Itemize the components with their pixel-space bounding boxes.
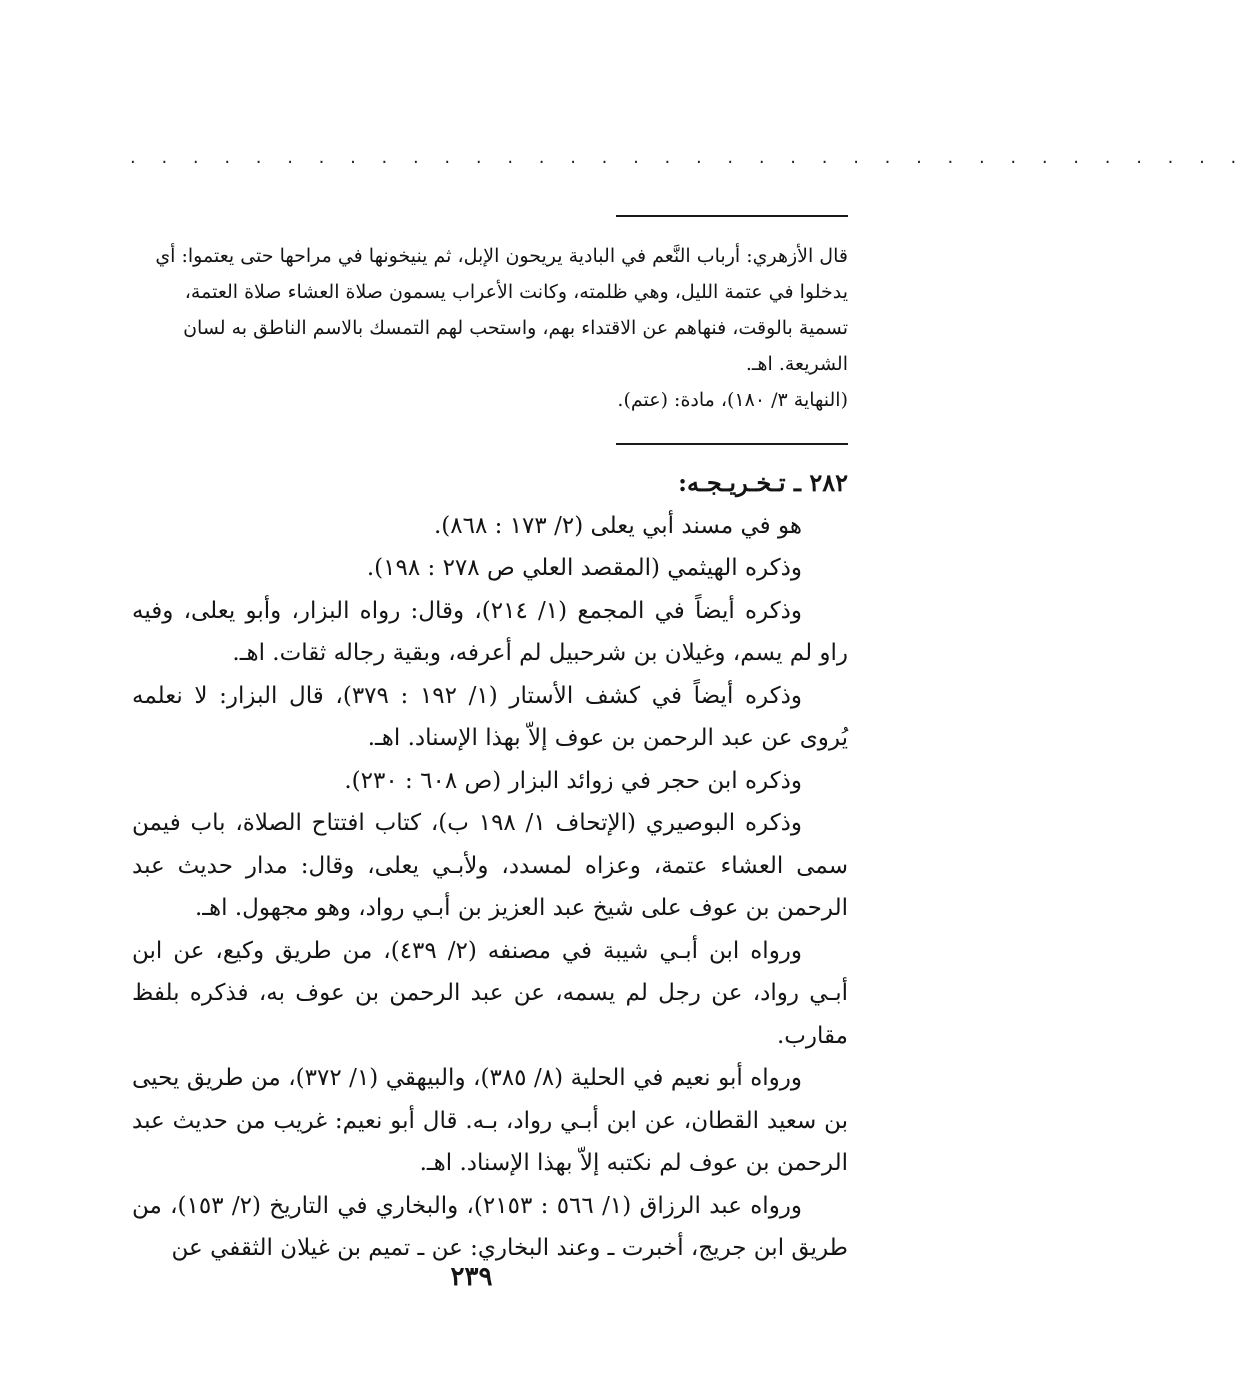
paragraph: وذكره الهيثمي (المقصد العلي ص ٢٧٨ : ١٩٨). bbox=[366, 555, 802, 581]
section-heading: ٢٨٢ ـ تـخـريـجـه: bbox=[678, 468, 848, 497]
section-rule bbox=[616, 443, 848, 445]
footnote-line: الشريعة. اهـ. bbox=[745, 353, 848, 375]
paragraph: وذكره أيضاً في المجمع (١/ ٢١٤)، وقال: رواه البزار، وأبو يعلى، وفيه راو لم يسم، وغيلان بن شرحبيل لم أعرفه، وبقية رجاله ثقات. اهـ. bbox=[132, 597, 848, 666]
footnote-line: يدخلوا في عتمة الليل، وهي ظلمته، وكانت الأعراب يسمون صلاة العشاء صلاة العتمة، bbox=[184, 281, 848, 303]
separator-dots: . . . . . . . . . . . . . . . . . . . . . . . . . . . . . . . . . . . . bbox=[130, 147, 1246, 168]
footnote-top-rule bbox=[616, 215, 848, 217]
paragraph: ورواه ابن أبـي شيبة في مصنفه (٢/ ٤٣٩)، من طريق وكيع، عن ابن أبـي رواد، عن رجل لم يسمه، عن عبد الرحمن بن عوف به، فذكره بلفظ مقارب. bbox=[132, 937, 848, 1049]
page-number: ٢٣٩ bbox=[450, 1262, 493, 1292]
footnote-block bbox=[132, 238, 848, 418]
footnote-line: قال الأزهري: أرباب النَّعم في البادية يريحون الإبل، ثم ينيخونها في مراحها حتى يعتموا: أي bbox=[155, 245, 848, 267]
footnote-line: تسمية بالوقت، فنهاهم عن الاقتداء بهم، واستحب لهم التمسك بالاسم الناطق به لسان bbox=[183, 317, 848, 339]
paragraph: ورواه عبد الرزاق (١/ ٥٦٦ : ٢١٥٣)، والبخاري في التاريخ (٢/ ١٥٣)، من طريق ابن جريج، أخبرت ـ وعند البخاري: عن ـ تميم بن غيلان الثقفي عن bbox=[132, 1192, 848, 1261]
paragraph: وذكره ابن حجر في زوائد البزار (ص ٦٠٨ : ٢٣٠). bbox=[344, 767, 802, 794]
footnote-reference: (النهاية ٣/ ١٨٠)، مادة: (عتم). bbox=[617, 389, 848, 411]
paragraph: وذكره أيضاً في كشف الأستار (١/ ١٩٢ : ٣٧٩)، قال البزار: لا نعلمه يُروى عن عبد الرحمن بن عوف إلاّ بهذا الإسناد. اهـ. bbox=[132, 682, 848, 751]
paragraph: هو في مسند أبي يعلى (٢/ ١٧٣ : ٨٦٨). bbox=[433, 512, 802, 539]
takhrij-section bbox=[132, 462, 848, 1270]
paragraph: وذكره البوصيري (الإتحاف ١/ ١٩٨ ب)، كتاب افتتاح الصلاة، باب فيمن سمى العشاء عتمة، وعزاه لمسدد، ولأبـي يعلى، وقال: مدار حديث عبد الرحمن بن عوف على شيخ عبد العزيز بن أبـي رواد، وهو مجهول. اهـ. bbox=[132, 810, 848, 921]
paragraph: ورواه أبو نعيم في الحلية (٨/ ٣٨٥)، والبيهقي (١/ ٣٧٢)، من طريق يحيى بن سعيد القطان، عن ابن أبـي رواد، بـه. قال أبو نعيم: غريب من حديث عبد الرحمن بن عوف لم نكتبه إلاّ بهذا الإسناد. اهـ. bbox=[132, 1065, 848, 1176]
